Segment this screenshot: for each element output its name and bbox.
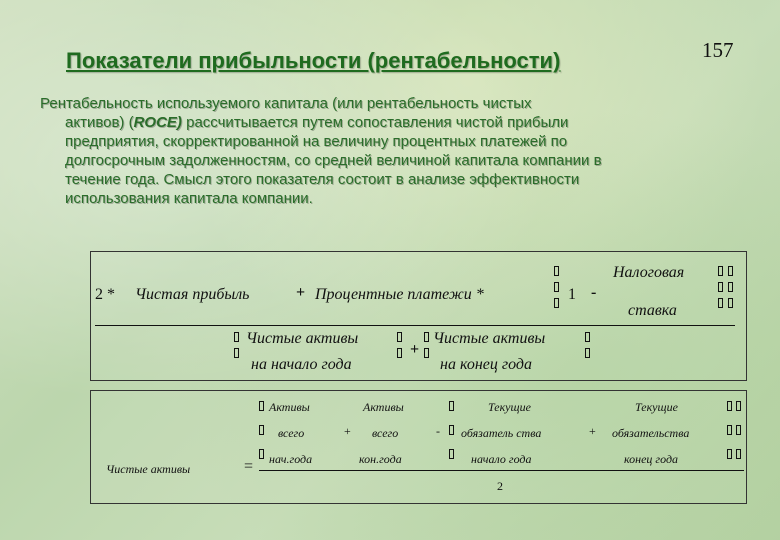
- paren-right-icon: [727, 425, 732, 435]
- roce-formula-box: [90, 251, 747, 381]
- roce-tax-bottom: ставка: [628, 302, 677, 319]
- assets-start-2: всего: [278, 426, 305, 440]
- assets-end-3: кон.года: [359, 452, 402, 466]
- net-assets-lhs: Чистые активы: [106, 462, 191, 476]
- paren-left-icon: [424, 348, 429, 358]
- paren-left-icon: [449, 449, 454, 459]
- paren-left-icon: [449, 425, 454, 435]
- paren-right-icon: [718, 298, 723, 308]
- paren-right-icon: [727, 401, 732, 411]
- paren-left-icon: [259, 401, 264, 411]
- paren-left-icon: [554, 266, 559, 276]
- roce-one: 1: [568, 286, 576, 303]
- page-number: 157: [702, 38, 734, 62]
- net-assets-fraction-bar: [259, 470, 744, 471]
- para-line-6: использования капитала компании.: [65, 190, 313, 207]
- slide-title: Показатели прибыльности (рентабельности): [66, 48, 561, 73]
- den-assets-end-bottom: на конец года: [440, 356, 532, 373]
- paren-right-icon: [736, 401, 741, 411]
- roce-abbrev: ROCE): [133, 114, 182, 131]
- roce-plus: +: [296, 284, 306, 301]
- liab-start-3: начало года: [471, 452, 532, 466]
- para-line-5: течение года. Смысл этого показателя состоит в анализе эффективности: [65, 171, 580, 188]
- net-plus-1: +: [344, 424, 351, 438]
- roce-minus: -: [591, 284, 597, 301]
- roce-coef: 2 *: [95, 286, 115, 303]
- paren-left-icon: [234, 332, 239, 342]
- paren-left-icon: [424, 332, 429, 342]
- paren-right-icon: [585, 348, 590, 358]
- liab-start-1: Текущие: [488, 400, 531, 414]
- paren-left-icon: [449, 401, 454, 411]
- roce-net-profit: Чистая прибыль: [135, 286, 250, 303]
- paren-right-icon: [728, 298, 733, 308]
- paren-right-icon: [718, 266, 723, 276]
- paren-left-icon: [554, 298, 559, 308]
- roce-fraction-bar: [95, 325, 735, 326]
- description-paragraph: [40, 94, 740, 208]
- liab-start-2: обязатель ства: [461, 426, 542, 440]
- paren-right-icon: [727, 449, 732, 459]
- paren-right-icon: [585, 332, 590, 342]
- paren-right-icon: [728, 266, 733, 276]
- paren-right-icon: [397, 348, 402, 358]
- assets-end-1: Активы: [363, 400, 404, 414]
- liab-end-3: конец года: [624, 452, 679, 466]
- paren-left-icon: [554, 282, 559, 292]
- net-minus: -: [436, 424, 440, 438]
- roce-interest: Процентные платежи *: [315, 286, 484, 303]
- para-line-2: активов) (ROCE) рассчитывается путем сопоставления чистой прибыли: [65, 114, 569, 131]
- para-line-4: долгосрочным задолженностям, со средней величиной капитала компании в: [65, 152, 602, 169]
- paren-left-icon: [259, 425, 264, 435]
- assets-end-2: всего: [372, 426, 399, 440]
- assets-start-3: нач.года: [269, 452, 313, 466]
- paren-right-icon: [718, 282, 723, 292]
- net-assets-eq: =: [244, 458, 254, 475]
- net-assets-denominator: 2: [497, 479, 503, 493]
- net-plus-2: +: [589, 424, 596, 438]
- liab-end-1: Текущие: [635, 400, 678, 414]
- liab-end-2: обязательства: [612, 426, 690, 440]
- paren-right-icon: [736, 449, 741, 459]
- paren-right-icon: [736, 425, 741, 435]
- den-plus: +: [410, 341, 420, 358]
- net-assets-formula-box: [90, 390, 747, 504]
- paren-right-icon: [397, 332, 402, 342]
- para-line-1: Рентабельность используемого капитала (или рентабельность чистых: [40, 95, 532, 112]
- den-assets-start-bottom: на начало года: [251, 356, 352, 373]
- assets-start-1: Активы: [269, 400, 310, 414]
- den-assets-start-top: Чистые активы: [246, 330, 359, 347]
- den-assets-end-top: Чистые активы: [433, 330, 546, 347]
- paren-left-icon: [259, 449, 264, 459]
- roce-tax-top: Налоговая: [613, 264, 685, 281]
- paren-right-icon: [728, 282, 733, 292]
- paren-left-icon: [234, 348, 239, 358]
- para-line-3: предприятия, скорректированной на величину процентных платежей по: [65, 133, 568, 150]
